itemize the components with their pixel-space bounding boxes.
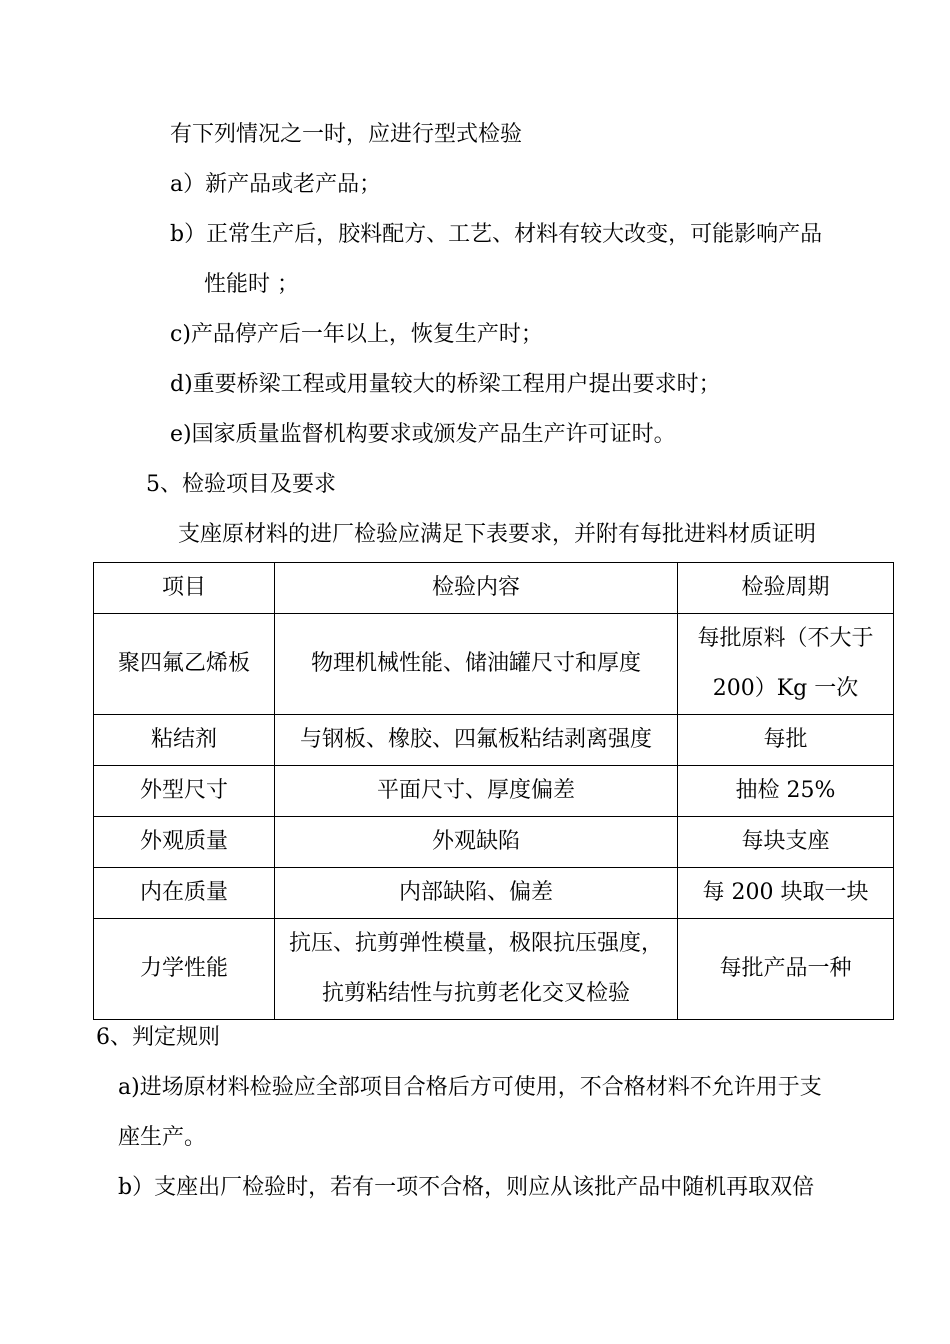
- row-period: 每块支座: [678, 817, 894, 868]
- paragraph-intro: 有下列情况之一时，应进行型式检验: [170, 122, 523, 147]
- row-item: 内在质量: [94, 868, 275, 919]
- row-content: 外观缺陷: [275, 817, 678, 868]
- row-item: 外型尺寸: [94, 766, 275, 817]
- row-period: 每批: [678, 715, 894, 766]
- rule-a-line1: a)进场原材料检验应全部项目合格后方可使用，不合格材料不允许用于支: [118, 1075, 822, 1100]
- inspection-table: [93, 562, 894, 1020]
- row-content: 内部缺陷、偏差: [275, 868, 678, 919]
- table-row: [94, 817, 894, 868]
- list-item-a: a）新产品或老产品；: [170, 172, 382, 197]
- rule-a-line2: 座生产。: [118, 1125, 207, 1150]
- table-intro: 支座原材料的进厂检验应满足下表要求，并附有每批进料材质证明: [178, 522, 817, 547]
- list-item-b-line2: 性能时 ；: [204, 272, 299, 297]
- row-content-line1: 抗压、抗剪弹性模量，极限抗压强度，: [288, 931, 663, 956]
- header-item: 项目: [94, 563, 275, 614]
- row-content: 与钢板、橡胶、四氟板粘结剥离强度: [275, 715, 678, 766]
- row-period: 抽检 25%: [678, 766, 894, 817]
- table-row: [94, 868, 894, 919]
- row-content: [275, 919, 678, 1020]
- row-period: [678, 614, 894, 715]
- header-content: 检验内容: [275, 563, 678, 614]
- row-period-line1: 每批原料（不大于: [697, 626, 874, 651]
- row-item: 力学性能: [94, 919, 275, 1020]
- row-period: 每 200 块取一块: [678, 868, 894, 919]
- row-content: 平面尺寸、厚度偏差: [275, 766, 678, 817]
- table-row: [94, 715, 894, 766]
- row-item: 聚四氟乙烯板: [94, 614, 275, 715]
- list-item-e: e)国家质量监督机构要求或颁发产品生产许可证时。: [170, 422, 676, 447]
- rule-b-line1: b）支座出厂检验时，若有一项不合格，则应从该批产品中随机再取双倍: [118, 1175, 815, 1200]
- row-period: 每批产品一种: [678, 919, 894, 1020]
- row-content-line2: 抗剪粘结性与抗剪老化交叉检验: [321, 981, 630, 1006]
- row-period-line2: 200）Kg 一次: [712, 676, 859, 701]
- row-item: 粘结剂: [94, 715, 275, 766]
- table-row: [94, 766, 894, 817]
- list-item-b-line1: b）正常生产后，胶料配方、工艺、材料有较大改变，可能影响产品: [170, 222, 823, 247]
- row-content: 物理机械性能、储油罐尺寸和厚度: [275, 614, 678, 715]
- list-item-d: d)重要桥梁工程或用量较大的桥梁工程用户提出要求时；: [170, 372, 721, 397]
- section-5-heading: 5、检验项目及要求: [146, 472, 336, 497]
- table-row: [94, 614, 894, 715]
- list-item-c: c)产品停产后一年以上，恢复生产时；: [170, 322, 543, 347]
- section-6-heading: 6、判定规则: [96, 1025, 220, 1050]
- table-header-row: [94, 563, 894, 614]
- table-row: [94, 919, 894, 1020]
- header-period: 检验周期: [678, 563, 894, 614]
- row-item: 外观质量: [94, 817, 275, 868]
